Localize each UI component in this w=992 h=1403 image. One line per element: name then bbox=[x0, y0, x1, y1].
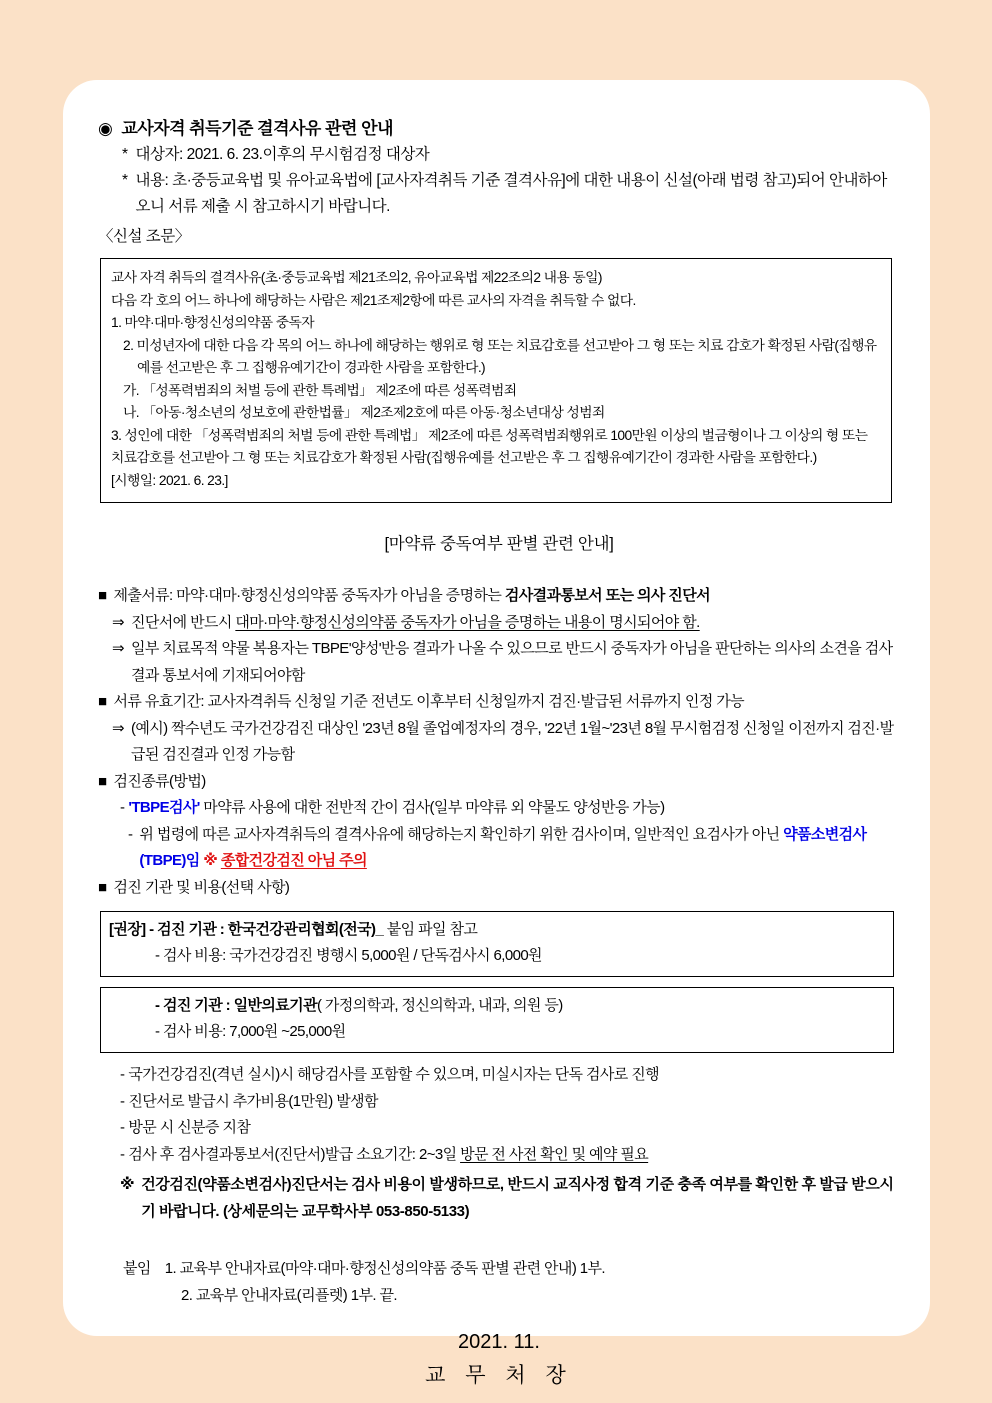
note-underline: 방문 전 사전 확인 및 예약 필요 bbox=[460, 1145, 649, 1163]
submission-docs-text bbox=[113, 583, 900, 610]
diagnosis-note-plain: 진단서에 반드시 bbox=[130, 613, 236, 631]
attachment-label: 붙임 bbox=[123, 1260, 151, 1277]
urine-test-line bbox=[98, 822, 900, 875]
cost-warning-line bbox=[98, 1172, 900, 1225]
note-text: 진단서로 발급시 추가비용(1만원) 발생함 bbox=[128, 1092, 378, 1110]
recommended-org-box bbox=[100, 911, 894, 977]
law-line: 가. 「성폭력범죄의 처벌 등에 관한 특례법」 제2조에 따른 성폭력범죄 bbox=[123, 382, 517, 398]
validity-period-line bbox=[98, 689, 900, 716]
submission-docs-line bbox=[98, 583, 900, 610]
law-text-box bbox=[100, 258, 892, 503]
example-text: (예시) 짝수년도 국가건강검진 대상인 '23년 8월 졸업예정자의 경우, '22년 1월~'23년 8월 무시험검정 신청일 이전까지 검진·발급된 검진결과 인정 가능함 bbox=[130, 719, 894, 763]
signer-title: 교 무 처 장 bbox=[425, 1364, 573, 1387]
tbpe-exam-blue: 'TBPE검사' bbox=[128, 799, 200, 816]
content-line bbox=[98, 168, 900, 220]
content-text: 내용: 초·중등교육법 및 유아교육법에 [교사자격취득 기준 결격사유]에 대한 내용이 신설(아래 법령 참고)되어 안내하아오니 서류 제출 시 참고하시기 바랍니다. bbox=[135, 172, 887, 215]
urine-test-warning: 종합건강검진 아님 주의 bbox=[220, 852, 367, 869]
law-line: 다음 각 호의 어느 하나에 해당하는 사람은 제21조제2항에 따른 교사의 자격을 취득할 수 없다. bbox=[111, 292, 636, 308]
recommended-org-cost: - 검사 비용: 국가건강검진 병행시 5,000원 / 단독검사시 6,000원 bbox=[155, 947, 542, 964]
submission-docs-bold: 검사결과통보서 또는 의사 진단서 bbox=[504, 587, 710, 604]
note-line bbox=[98, 1062, 900, 1089]
reference-mark-icon: ※ bbox=[120, 1176, 135, 1193]
general-org-bold: - 검진 기관 : 일반의료기관 bbox=[155, 997, 317, 1014]
double-arrow-icon: ⇒ bbox=[112, 719, 124, 737]
warning-asterisk-icon: ※ bbox=[199, 852, 221, 869]
square-bullet-icon: ■ bbox=[98, 693, 107, 710]
exam-org-cost-line bbox=[98, 875, 900, 902]
note-text: 방문 시 신분증 지참 bbox=[128, 1119, 251, 1136]
dash-bullet-icon: - bbox=[120, 1092, 125, 1110]
target-text: 대상자: 2021. 6. 23.이후의 무시험검정 대상자 bbox=[135, 146, 430, 163]
notice-card bbox=[63, 80, 930, 1387]
submission-docs-plain: 제출서류: 마약·대마·향정신성의약품 중독자가 아님을 증명하는 bbox=[113, 587, 505, 604]
general-org-line1 bbox=[109, 993, 883, 1019]
general-org-box bbox=[100, 987, 894, 1053]
recommended-org-line1 bbox=[109, 917, 883, 943]
attachment-item2: 2. 교육부 안내자료(리플렛) 1부. 끝. bbox=[181, 1287, 397, 1304]
attachment-item1: 1. 교육부 안내자료(마약·대마·향정신성의약품 중독 판별 관련 안내) 1부. bbox=[164, 1260, 605, 1277]
circle-bullet-icon: ◉ bbox=[98, 119, 113, 138]
example-line bbox=[98, 716, 900, 769]
note-text: 국가건강검진(격년 실시)시 해당검사를 포함할 수 있으며, 미실시자는 단독 검사로 진행 bbox=[128, 1066, 660, 1083]
tbpe-positive-note-text: 일부 치료목적 약물 복용자는 TBPE'양성'반응 결과가 나올 수 있으므로 반드시 중독자가 아님을 판단하는 의사의 소견을 검사결과 통보서에 기재되어야함 bbox=[130, 640, 893, 684]
diagnosis-note-text bbox=[131, 610, 900, 637]
general-org-rest: ( 가정의학과, 정신의학과, 내과, 의원 등) bbox=[316, 997, 563, 1014]
document-title-row bbox=[98, 116, 900, 142]
cost-warning-text: 건강검진(약품소변검사)진단서는 검사 비용이 발생하므로, 반드시 교직사정 합격 기준 충족 여부를 확인한 후 발급 받으시기 바랍니다. (상세문의는 교무학사부 053-850-5133) bbox=[141, 1176, 894, 1220]
note-text bbox=[128, 1142, 900, 1169]
note-line bbox=[98, 1142, 900, 1169]
validity-period-text: 서류 유효기간: 교사자격취득 신청일 기준 전년도 이후부터 신청일까지 검진·발급된 서류까지 인정 가능 bbox=[113, 693, 745, 710]
law-line: 교사 자격 취득의 결격사유(초·중등교육법 제21조의2, 유아교육법 제22조의2 내용 동일) bbox=[111, 270, 602, 285]
post-box-notes bbox=[98, 1062, 900, 1168]
law-line: 나. 「아동·청소년의 성보호에 관한법률」 제2조제2호에 따른 아동·청소년대상 성범죄 bbox=[123, 405, 605, 420]
dash-bullet-icon: - bbox=[120, 1145, 125, 1163]
body-block bbox=[98, 583, 900, 901]
diagnosis-note-line bbox=[98, 610, 900, 637]
recommended-org-bold: [권장] - 검진 기관 : 한국건강관리협회(전국)_ bbox=[109, 921, 384, 938]
exam-type-text: 검진종류(방법) bbox=[113, 772, 206, 790]
dash-bullet-icon: - bbox=[120, 1066, 125, 1083]
exam-type-line bbox=[98, 769, 900, 796]
double-arrow-icon: ⇒ bbox=[112, 640, 124, 657]
page-title: 교사자격 취득기준 결격사유 관련 안내 bbox=[121, 119, 393, 138]
square-bullet-icon: ■ bbox=[98, 878, 107, 896]
double-arrow-icon: ⇒ bbox=[112, 613, 124, 631]
new-clause-label: 〈신설 조문〉 bbox=[98, 228, 190, 245]
general-org-cost: - 검사 비용: 7,000원 ~25,000원 bbox=[155, 1023, 346, 1040]
dash-bullet-icon: - bbox=[128, 825, 133, 843]
exam-org-cost-text: 검진 기관 및 비용(선택 사항) bbox=[113, 878, 290, 896]
tbpe-positive-note-line bbox=[98, 636, 900, 689]
note-plain: 검사 후 검사결과통보서(진단서)발급 소요기간: 2~3일 bbox=[128, 1145, 461, 1163]
asterisk-bullet-icon: * bbox=[122, 172, 128, 189]
square-bullet-icon: ■ bbox=[98, 587, 107, 604]
tbpe-exam-text bbox=[128, 795, 900, 822]
law-line: [시행일: 2021. 6. 23.] bbox=[111, 472, 228, 488]
square-bullet-icon: ■ bbox=[98, 772, 107, 790]
target-line bbox=[98, 142, 900, 168]
law-line: 2. 미성년자에 대한 다음 각 목의 어느 하나에 해당하는 행위로 형 또는 치료감호를 선고받아 그 형 또는 치료 감호가 확정된 사람(집행유예를 선고받은 후 그 집행유예기간이 경과한 사람을 포함한다.) bbox=[123, 337, 877, 375]
law-line: 3. 성인에 대한 「성폭력범죄의 처벌 등에 관한 특례법」 제2조에 따른 성폭력범죄행위로 100만원 이상의 벌금형이나 그 이상의 형 또는 치료감호를 선고받아 그 형 또는 치료감호가 확정된 사람(집행유예를 선고받은 후 그 집행유예기간이 경과한 사람을 포함한다.) bbox=[111, 427, 868, 465]
diagnosis-note-underline: 대마·마약·향정신성의약품 중독자가 아님을 증명하는 내용이 명시되어야 함. bbox=[235, 613, 700, 631]
urine-test-text bbox=[139, 822, 900, 875]
tbpe-exam-line bbox=[98, 795, 900, 822]
attachment-line1 bbox=[123, 1255, 900, 1282]
asterisk-bullet-icon: * bbox=[122, 146, 128, 163]
dash-bullet-icon: - bbox=[120, 799, 125, 816]
law-line: 1. 마약·대마·향정신성의약품 중독자 bbox=[111, 315, 314, 330]
attachments-block bbox=[98, 1255, 900, 1309]
document-date: 2021. 11. bbox=[458, 1331, 540, 1353]
urine-test-blue: 약품소변검사(TBPE)임 bbox=[139, 825, 867, 869]
section-title: [마약류 중독여부 판별 관련 안내] bbox=[384, 535, 614, 553]
recommended-org-rest: 붙임 파일 참고 bbox=[383, 921, 478, 938]
tbpe-exam-rest: 마약류 사용에 대한 전반적 간이 검사(일부 마약류 외 약물도 양성반응 가능) bbox=[199, 799, 665, 816]
dash-bullet-icon: - bbox=[120, 1119, 125, 1136]
note-line bbox=[98, 1115, 900, 1142]
note-line bbox=[98, 1089, 900, 1116]
cost-warning-block bbox=[98, 1172, 900, 1225]
urine-test-plain: 위 법령에 따른 교사자격취득의 결격사유에 해당하는지 확인하기 위한 검사이며, 일반적인 요검사가 아닌 bbox=[139, 825, 784, 843]
